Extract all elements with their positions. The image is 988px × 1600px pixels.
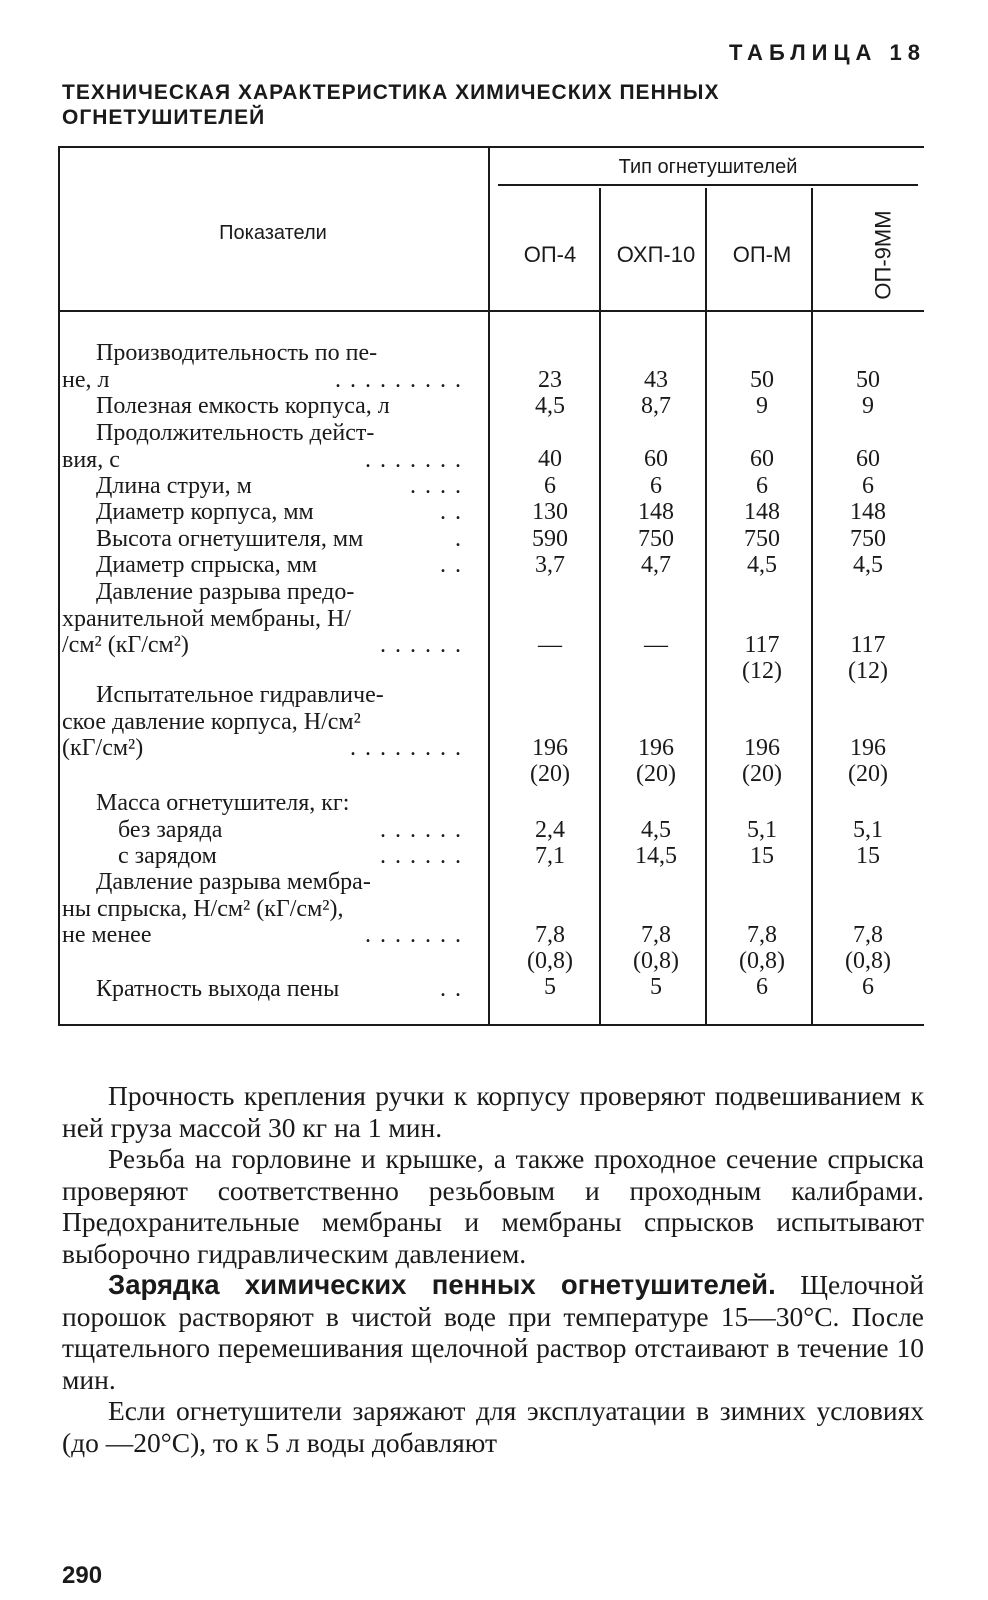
cell-value: 5 <box>544 974 556 1000</box>
row-label: Полезная емкость корпуса, л <box>96 393 390 419</box>
paragraph-heading: Зарядка химических пенных огнетушителей. <box>108 1269 776 1300</box>
paragraph: Зарядка химических пенных огнетушителей. Щелочной порошок растворяют в чистой воде при температуре 15—30°С. После тщательного перемешивания щелочной раствор отстаивают в течение 10 мин. <box>62 1269 924 1395</box>
cell-value: (20) <box>848 761 888 787</box>
table-top-rule <box>58 146 924 148</box>
cell-value: 4,5 <box>747 552 777 578</box>
cell-value: 196 <box>850 735 886 761</box>
cell-value: 4,5 <box>535 393 565 419</box>
row-label: Диаметр спрыска, мм .. <box>96 552 470 578</box>
cell-value: 14,5 <box>635 843 677 869</box>
cell-value: 6 <box>756 473 768 499</box>
cell-value: 117 <box>850 632 886 658</box>
col-divider <box>599 188 601 1026</box>
paragraph: Резьба на горловине и крышке, а также проходное сечение спрыска проверяют соответственно резьбовым и проходным калибрами. Предохранительные мембраны и мембраны спрысков испытывают выборочно гидравлическим давлением. <box>62 1143 924 1269</box>
cell-value: 43 <box>644 367 668 393</box>
cell-value: 4,5 <box>853 552 883 578</box>
cell-value: 750 <box>850 526 886 552</box>
cell-value: 148 <box>744 499 780 525</box>
header-col-opm: ОП-М <box>732 242 792 267</box>
table-bottom-rule <box>58 1024 924 1026</box>
cell-value: (0,8) <box>845 948 891 974</box>
cell-value: 50 <box>856 367 880 393</box>
cell-value: 148 <box>850 499 886 525</box>
table-left-rule <box>58 146 60 1026</box>
row-label: Давление разрыва предо- хранительной мембраны, Н/ /см² (кГ/см²) ...... <box>62 579 470 658</box>
cell-value: 50 <box>750 367 774 393</box>
cell-value: (0,8) <box>633 948 679 974</box>
cell-value: 15 <box>856 843 880 869</box>
cell-value: 6 <box>756 974 768 1000</box>
cell-value: 23 <box>538 367 562 393</box>
cell-value: (0,8) <box>739 948 785 974</box>
header-type-group: Тип огнетушителей <box>618 156 798 178</box>
cell-value: 196 <box>532 735 568 761</box>
cell-value: 5,1 <box>853 817 883 843</box>
cell-value: 7,8 <box>747 922 777 948</box>
cell-value: 7,1 <box>535 843 565 869</box>
header-rule <box>58 310 924 312</box>
cell-value: 60 <box>750 446 774 472</box>
cell-value: 9 <box>862 393 874 419</box>
row-label: Диаметр корпуса, мм .. <box>96 499 470 525</box>
cell-value: (20) <box>636 761 676 787</box>
group-rule <box>498 184 918 186</box>
col-divider <box>705 188 707 1026</box>
cell-value: 7,8 <box>535 922 565 948</box>
cell-value: 196 <box>638 735 674 761</box>
cell-value: 117 <box>744 632 780 658</box>
row-label: Производительность по пе- не, л ......... <box>62 340 470 393</box>
specs-table <box>58 146 924 1026</box>
cell-value: 4,5 <box>641 817 671 843</box>
row-label: с зарядом ...... <box>118 843 470 869</box>
cell-value: 15 <box>750 843 774 869</box>
cell-value: 5,1 <box>747 817 777 843</box>
cell-value: 196 <box>744 735 780 761</box>
row-label: Масса огнетушителя, кг: <box>96 790 350 816</box>
cell-value: (12) <box>848 658 888 684</box>
cell-value: 4,7 <box>641 552 671 578</box>
cell-value: 3,7 <box>535 552 565 578</box>
cell-value: (20) <box>530 761 570 787</box>
cell-value: (20) <box>742 761 782 787</box>
cell-value: 148 <box>638 499 674 525</box>
cell-value: 6 <box>862 974 874 1000</box>
cell-value: 6 <box>544 473 556 499</box>
cell-value: 6 <box>862 473 874 499</box>
body-text <box>62 1080 924 1458</box>
cell-value: — <box>644 632 668 658</box>
page-number: 290 <box>62 1562 103 1589</box>
row-label: Давление разрыва мембра- ны спрыска, Н/см² (кГ/см²), не менее ....... <box>62 869 470 948</box>
cell-value: 6 <box>650 473 662 499</box>
cell-value: 9 <box>756 393 768 419</box>
row-label: Испытательное гидравличе- ское давление корпуса, Н/см² (кГ/см²) ........ <box>62 682 470 761</box>
cell-value: 8,7 <box>641 393 671 419</box>
header-col-op4: ОП-4 <box>523 242 577 267</box>
cell-value: 7,8 <box>853 922 883 948</box>
row-label: Кратность выхода пены .. <box>96 976 470 1002</box>
cell-value: 130 <box>532 499 568 525</box>
cell-value: (0,8) <box>527 948 573 974</box>
row-label: без заряда ...... <box>118 817 470 843</box>
cell-value: 590 <box>532 526 568 552</box>
cell-value: 40 <box>538 446 562 472</box>
cell-value: 750 <box>638 526 674 552</box>
cell-value: 750 <box>744 526 780 552</box>
cell-value: (12) <box>742 658 782 684</box>
table-label: ТАБЛИЦА 18 <box>729 40 926 65</box>
cell-value: 2,4 <box>535 817 565 843</box>
paragraph: Если огнетушители заряжают для эксплуатации в зимних условиях (до —20°С), то к 5 л воды добавляют <box>62 1395 924 1458</box>
header-col-ohp10: ОХП-10 <box>616 242 696 267</box>
row-label: Высота огнетушителя, мм . <box>96 526 470 552</box>
header-metrics: Показатели <box>219 222 327 244</box>
cell-value: 60 <box>856 446 880 472</box>
paragraph: Прочность крепления ручки к корпусу проверяют подвешиванием к ней груза массой 30 кг на 1 мин. <box>62 1080 924 1143</box>
row-label: Длина струи, м .... <box>96 473 470 499</box>
cell-value: 7,8 <box>641 922 671 948</box>
cell-value: — <box>538 632 562 658</box>
cell-value: 60 <box>644 446 668 472</box>
cell-value: 5 <box>650 974 662 1000</box>
header-col-op9mm: ОП-9ММ <box>871 210 897 300</box>
row-label: Продолжительность дейст- вия, с ....... <box>62 420 470 473</box>
col-divider <box>811 188 813 1026</box>
col-divider <box>488 146 490 1026</box>
table-title: ТЕХНИЧЕСКАЯ ХАРАКТЕРИСТИКА ХИМИЧЕСКИХ ПЕННЫХ ОГНЕТУШИТЕЛЕЙ <box>62 81 720 129</box>
